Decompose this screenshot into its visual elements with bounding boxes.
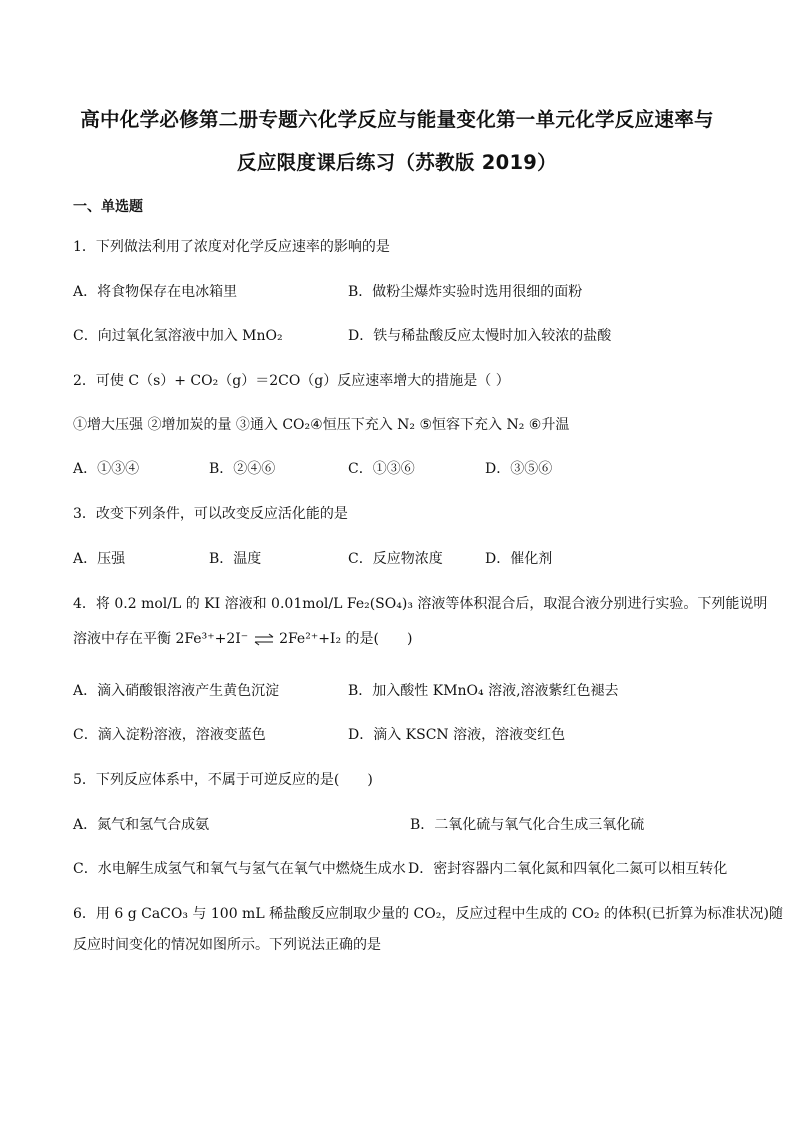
question-2-conditions: ①增大压强 ②增加炭的量 ③通入 CO₂④恒压下充入 N₂ ⑤恒容下充入 N₂ ⑥升温 — [73, 417, 570, 433]
section-heading: 一、单选题 — [73, 199, 143, 215]
question-6-stem-line-2: 反应时间变化的情况如图所示。下列说法正确的是 — [73, 937, 381, 953]
question-3-option-c: C．反应物浓度 — [348, 551, 443, 567]
question-5-option-b: B．二氧化硫与氧气化合生成三氧化硫 — [410, 817, 645, 833]
question-2-stem: 2．可使 C（s）+ CO₂（g）＝2CO（g）反应速率增大的措施是（ ） — [73, 373, 510, 389]
question-4-option-a: A．滴入硝酸银溶液产生黄色沉淀 — [73, 683, 280, 699]
question-1-option-b: B．做粉尘爆炸实验时选用很细的面粉 — [348, 284, 583, 300]
question-2-option-d: D．③⑤⑥ — [485, 461, 553, 477]
question-5-option-d: D．密封容器内二氧化氮和四氧化二氮可以相互转化 — [408, 861, 728, 877]
question-3-option-a: A．压强 — [73, 551, 126, 567]
question-4-equation-left: 溶液中存在平衡 2Fe³⁺+2I⁻ — [73, 631, 249, 647]
question-4-equation-right: 2Fe²⁺+I₂ 的是( ) — [279, 631, 413, 647]
document-title-line-1: 高中化学必修第二册专题六化学反应与能量变化第一单元化学反应速率与 — [80, 108, 714, 131]
question-4-option-b: B．加入酸性 KMnO₄ 溶液,溶液紫红色褪去 — [348, 683, 619, 699]
question-2-option-b: B．②④⑥ — [209, 461, 276, 477]
question-6-stem: 6．用 6 g CaCO₃ 与 100 mL 稀盐酸反应制取少量的 CO₂，反应过程中生成的 CO₂ 的体积(已折算为标准状况)随 — [73, 906, 783, 922]
question-4-stem-line-2 — [73, 628, 412, 648]
equilibrium-arrow-icon — [253, 632, 275, 646]
question-5-stem: 5．下列反应体系中，不属于可逆反应的是( ) — [73, 772, 373, 788]
question-5-option-a: A．氮气和氢气合成氨 — [73, 817, 210, 833]
question-1-option-d: D．铁与稀盐酸反应太慢时加入较浓的盐酸 — [348, 328, 612, 344]
question-3-option-d: D．催化剂 — [485, 551, 553, 567]
question-3-stem: 3．改变下列条件，可以改变反应活化能的是 — [73, 506, 348, 522]
question-1-stem: 1．下列做法利用了浓度对化学反应速率的影响的是 — [73, 239, 390, 255]
question-4-option-d: D．滴入 KSCN 溶液，溶液变红色 — [348, 727, 566, 743]
question-2-option-a: A．①③④ — [73, 461, 140, 477]
question-2-option-c: C．①③⑥ — [348, 461, 415, 477]
question-5-option-c: C．水电解生成氢气和氧气与氢气在氧气中燃烧生成水 — [73, 861, 406, 877]
question-4-stem: 4．将 0.2 mol/L 的 KI 溶液和 0.01mol/L Fe₂(SO₄)₃ 溶液等体积混合后，取混合液分别进行实验。下列能说明 — [73, 596, 768, 612]
question-1-option-c: C．向过氧化氢溶液中加入 MnO₂ — [73, 328, 283, 344]
question-3-option-b: B．温度 — [209, 551, 262, 567]
question-1-option-a: A．将食物保存在电冰箱里 — [73, 284, 238, 300]
question-4-option-c: C．滴入淀粉溶液，溶液变蓝色 — [73, 727, 266, 743]
document-title-line-2: 反应限度课后练习（苏教版 2019） — [237, 151, 557, 174]
